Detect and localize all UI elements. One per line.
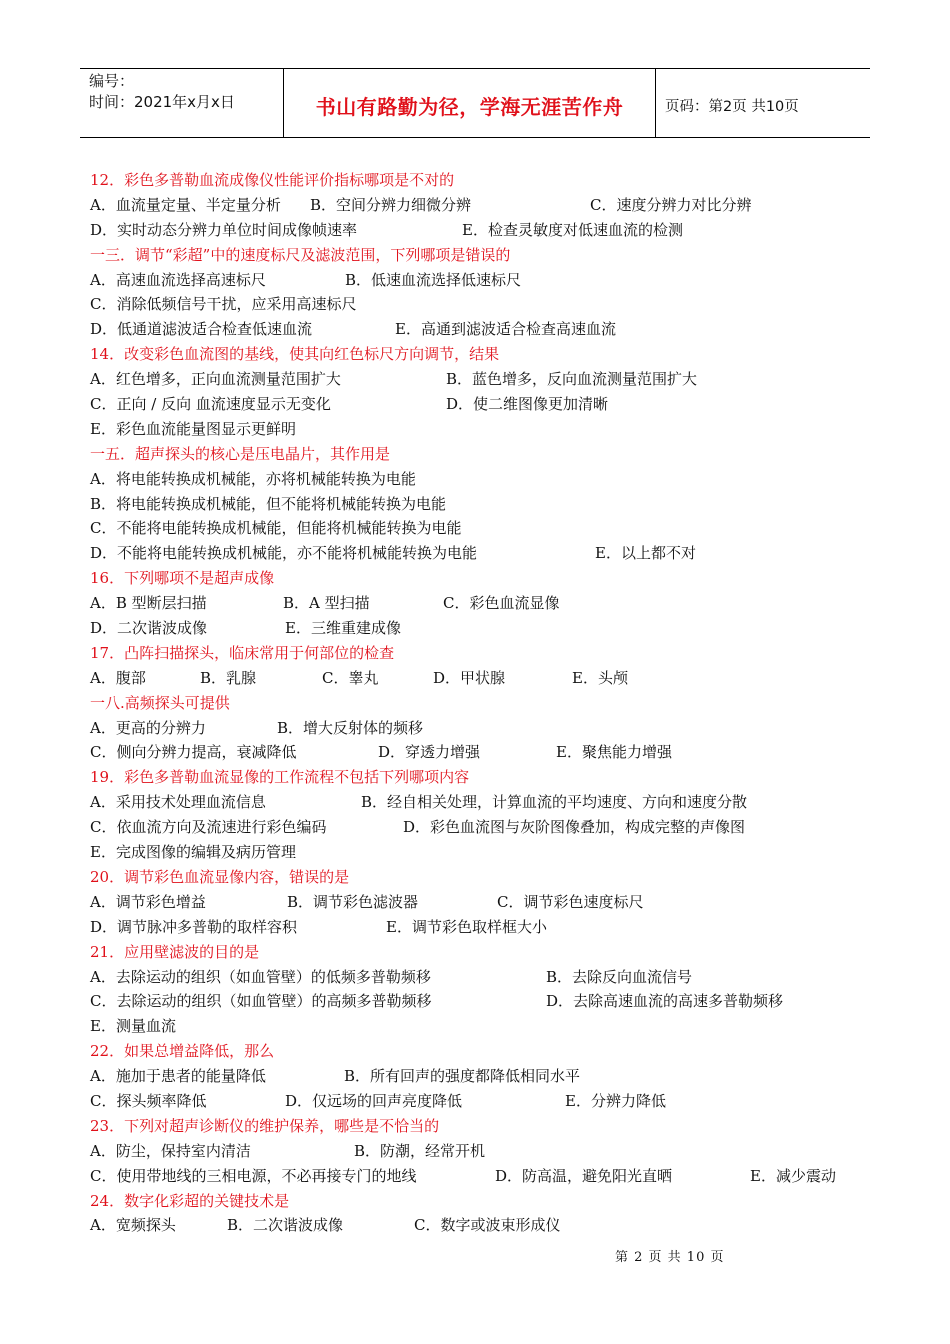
option-row — [90, 193, 880, 218]
option: D．穿透力增强 — [378, 743, 481, 762]
option-row — [90, 516, 880, 541]
option: A．采用技术处理血流信息 — [90, 793, 266, 812]
option: D．仅远场的回声亮度降低 — [285, 1091, 463, 1110]
header-motto: 书山有路勤为径，学海无涯苦作舟 — [284, 69, 656, 137]
option-row — [90, 292, 880, 317]
option: C．速度分辨力对比分辨 — [590, 195, 752, 214]
number-label: 编号： — [89, 72, 135, 90]
option: B．经自相关处理，计算血流的平均速度、方向和速度分散 — [361, 793, 748, 812]
option: C．依血流方向及流速进行彩色编码 — [90, 818, 327, 837]
option: A．去除运动的组织（如血管壁）的低频多普勒频移 — [90, 967, 431, 986]
option-row — [90, 1064, 880, 1089]
option-row — [90, 1089, 880, 1114]
option-row — [90, 417, 880, 442]
question-title: 24．数字化彩超的关键技术是 — [90, 1191, 290, 1210]
question-title: 一三．调节“彩超”中的速度标尺及滤波范围，下列哪项是错误的 — [90, 245, 511, 264]
option: C．彩色血流显像 — [443, 594, 560, 613]
option: B．空间分辨力细微分辨 — [310, 195, 472, 214]
question-title: 一五．超声探头的核心是压电晶片，其作用是 — [90, 444, 391, 463]
option-row — [90, 541, 880, 566]
question-title: 23．下列对超声诊断仪的维护保养，哪些是不恰当的 — [90, 1116, 440, 1135]
option-row — [90, 218, 880, 243]
option: B．蓝色增多，反向血流测量范围扩大 — [446, 370, 698, 389]
option: C．调节彩色速度标尺 — [497, 892, 644, 911]
option-row — [90, 1139, 880, 1164]
option-row — [90, 268, 880, 293]
option-row — [90, 1213, 880, 1238]
question-title: 22．如果总增益降低，那么 — [90, 1042, 275, 1061]
question-title: 14．改变彩色血流图的基线，使其向红色标尺方向调节，结果 — [90, 345, 500, 364]
option: B．A 型扫描 — [283, 594, 370, 613]
option: C．去除运动的组织（如血管壁）的高频多普勒频移 — [90, 992, 432, 1011]
option: D．使二维图像更加清晰 — [446, 395, 609, 414]
option-row — [90, 666, 880, 691]
option: C．数字或波束形成仪 — [414, 1216, 561, 1235]
option-row — [90, 890, 880, 915]
option: C．正向 / 反向 血流速度显示无变化 — [90, 395, 331, 414]
option-row — [90, 591, 880, 616]
option: E．头颅 — [572, 668, 628, 687]
option: E．完成图像的编辑及病历管理 — [90, 843, 296, 862]
option: B．增大反射体的频移 — [277, 718, 424, 737]
option: B．低速血流选择低速标尺 — [345, 270, 522, 289]
option: E．减少震动 — [750, 1166, 836, 1185]
option: A．红色增多，正向血流测量范围扩大 — [90, 370, 341, 389]
option: A．更高的分辨力 — [90, 718, 206, 737]
option: A．高速血流选择高速标尺 — [90, 270, 266, 289]
option-row — [90, 392, 880, 417]
option: C．睾丸 — [322, 668, 379, 687]
header-page-number: 页码：第2页 共10页 — [665, 98, 799, 115]
question-title: 20．调节彩色血流显像内容，错误的是 — [90, 867, 350, 886]
option: A．腹部 — [90, 668, 146, 687]
option: D．低通道滤波适合检查低速血流 — [90, 320, 313, 339]
option: C．不能将电能转换成机械能，但能将机械能转换为电能 — [90, 519, 462, 538]
option-row — [90, 790, 880, 815]
page-header — [80, 68, 870, 138]
option: B．防潮，经常开机 — [354, 1141, 486, 1160]
option: A．血流量定量、半定量分析 — [90, 195, 281, 214]
option: D．实时动态分辨力单位时间成像帧速率 — [90, 220, 358, 239]
option: A．B 型断层扫描 — [90, 594, 207, 613]
option-row — [90, 965, 880, 990]
option-row — [90, 1014, 880, 1039]
question-title: 17．凸阵扫描探头，临床常用于何部位的检查 — [90, 643, 395, 662]
option-row — [90, 467, 880, 492]
option: A．将电能转换成机械能，亦将机械能转换为电能 — [90, 469, 416, 488]
time-label: 时间：2021年x月x日 — [89, 93, 235, 111]
option: B．所有回声的强度都降低相同水平 — [344, 1067, 581, 1086]
option: E．测量血流 — [90, 1017, 176, 1036]
option: E．三维重建成像 — [285, 619, 401, 638]
question-title: 12．彩色多普勒血流成像仪性能评价指标哪项是不对的 — [90, 171, 455, 189]
option-row — [90, 616, 880, 641]
option: C．使用带地线的三相电源，不必再接专门的地线 — [90, 1166, 417, 1185]
option: A．调节彩色增益 — [90, 892, 206, 911]
option: E．分辨力降低 — [565, 1091, 666, 1110]
option: E．检查灵敏度对低速血流的检测 — [462, 220, 683, 239]
question-list — [90, 168, 880, 1238]
option: B．二次谐波成像 — [227, 1216, 344, 1235]
option: A．施加于患者的能量降低 — [90, 1067, 266, 1086]
option: A．宽频探头 — [90, 1216, 176, 1235]
option: E．彩色血流能量图显示更鲜明 — [90, 419, 296, 438]
header-meta — [80, 69, 284, 137]
option: B．调节彩色滤波器 — [287, 892, 419, 911]
option-row — [90, 716, 880, 741]
option-row — [90, 989, 880, 1014]
page-footer: 第 2 页 共 10 页 — [615, 1250, 725, 1265]
option-row — [90, 915, 880, 940]
option: D．甲状腺 — [433, 668, 506, 687]
option-row — [90, 317, 880, 342]
option: D．二次谐波成像 — [90, 619, 208, 638]
option: B．去除反向血流信号 — [546, 967, 693, 986]
option-row — [90, 367, 880, 392]
option: D．防高温，避免阳光直晒 — [495, 1166, 673, 1185]
question-title: 16．下列哪项不是超声成像 — [90, 569, 275, 588]
option: E．调节彩色取样框大小 — [386, 917, 547, 936]
option: E．聚焦能力增强 — [556, 743, 672, 762]
question-title: 21．应用壁滤波的目的是 — [90, 942, 260, 961]
option-row — [90, 815, 880, 840]
option: B．将电能转换成机械能，但不能将机械能转换为电能 — [90, 494, 447, 513]
option: D．彩色血流图与灰阶图像叠加，构成完整的声像图 — [403, 818, 746, 837]
option-row — [90, 1164, 880, 1189]
option-row — [90, 740, 880, 765]
option: D．调节脉冲多普勒的取样容积 — [90, 917, 298, 936]
option: C．侧向分辨力提高，衰减降低 — [90, 743, 297, 762]
option: B．乳腺 — [200, 668, 257, 687]
option: D．不能将电能转换成机械能，亦不能将机械能转换为电能 — [90, 544, 478, 563]
option: A．防尘，保持室内清洁 — [90, 1141, 251, 1160]
option: E．以上都不对 — [595, 544, 696, 563]
option-row — [90, 840, 880, 865]
option: C．探头频率降低 — [90, 1091, 207, 1110]
question-title: 19．彩色多普勒血流显像的工作流程不包括下列哪项内容 — [90, 768, 470, 787]
option: C．消除低频信号干扰，应采用高速标尺 — [90, 295, 357, 314]
option: E．高通到滤波适合检查高速血流 — [395, 320, 616, 339]
option: D．去除高速血流的高速多普勒频移 — [546, 992, 784, 1011]
question-title: 一八.高频探头可提供 — [90, 693, 230, 712]
option-row — [90, 492, 880, 517]
